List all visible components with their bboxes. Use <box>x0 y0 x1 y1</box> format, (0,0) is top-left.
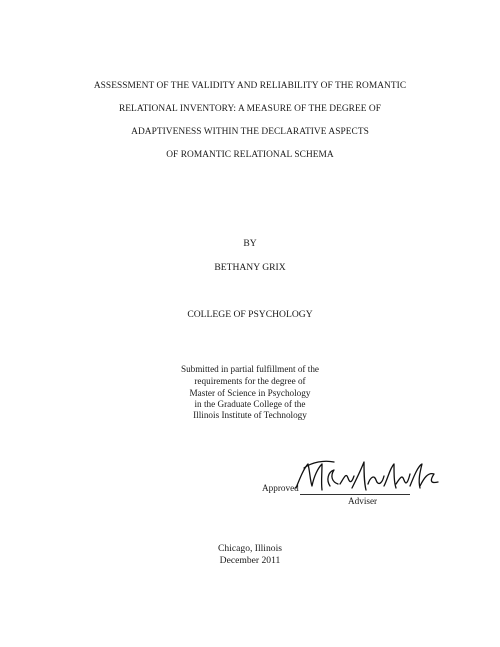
college-name: COLLEGE OF PSYCHOLOGY <box>187 309 313 320</box>
submission-date: December 2011 <box>219 555 281 566</box>
submission-line-4: in the Graduate College of the <box>194 399 306 409</box>
by-label: BY <box>243 238 257 249</box>
approval-block <box>262 458 442 510</box>
title-line-4: OF ROMANTIC RELATIONAL SCHEMA <box>166 150 334 160</box>
submission-line-5: Illinois Institute of Technology <box>193 410 307 420</box>
title-line-2: RELATIONAL INVENTORY: A MEASURE OF THE DEGREE OF <box>118 104 382 114</box>
title-line-3: ADAPTIVENESS WITHIN THE DECLARATIVE ASPECTS <box>131 127 369 137</box>
author-name: BETHANY GRIX <box>214 262 286 273</box>
title-line-1: ASSESSMENT OF THE VALIDITY AND RELIABILITY OF THE ROMANTIC <box>93 81 407 91</box>
location: Chicago, Illinois <box>218 543 282 554</box>
approved-label: Approved <box>262 483 299 493</box>
submission-line-3: Master of Science in Psychology <box>189 388 311 398</box>
submission-line-2: requirements for the degree of <box>194 376 306 386</box>
submission-line-1: Submitted in partial fulfillment of the <box>180 364 320 374</box>
adviser-label: Adviser <box>348 496 378 506</box>
